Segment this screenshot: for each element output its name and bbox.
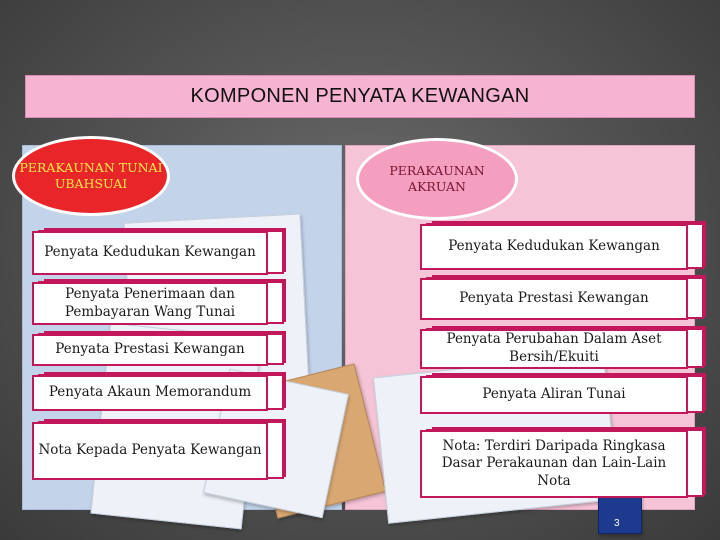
right-heading-oval [356,138,518,220]
right-item-3-text: Penyata Perubahan Dalam Aset Bersih/Ekuiti [420,329,688,369]
title-bar [25,75,695,118]
left-heading-oval [12,136,170,216]
right-item-5-text: Nota: Terdiri Daripada Ringkasa Dasar Perakaunan dan Lain-Lain Nota [420,430,688,498]
left-item-2 [32,282,282,325]
left-item-4-text: Penyata Akaun Memorandum [32,375,268,411]
right-item-4 [420,376,702,414]
left-item-3 [32,334,282,366]
left-item-2-text: Penyata Penerimaan dan Pembayaran Wang Tunai [32,282,268,325]
right-heading-text: PERAKAUNAN AKRUAN [389,163,485,194]
left-item-3-text: Penyata Prestasi Kewangan [32,334,268,366]
right-item-1-text: Penyata Kedudukan Kewangan [420,224,688,270]
slide-title: KOMPONEN PENYATA KEWANGAN [190,85,530,107]
right-item-2 [420,278,702,320]
left-item-1-text: Penyata Kedudukan Kewangan [32,231,268,275]
left-heading-text: PERAKAUNAN TUNAI UBAHSUAI [19,160,163,191]
left-item-4 [32,375,282,411]
left-item-5 [32,422,282,480]
right-item-4-text: Penyata Aliran Tunai [420,376,688,414]
page-number: 3 [614,518,620,529]
right-item-2-text: Penyata Prestasi Kewangan [420,278,688,320]
right-item-3 [420,329,702,369]
right-item-1 [420,224,702,270]
right-item-5 [420,430,702,498]
left-item-5-text: Nota Kepada Penyata Kewangan [32,422,268,480]
left-item-1 [32,231,282,275]
